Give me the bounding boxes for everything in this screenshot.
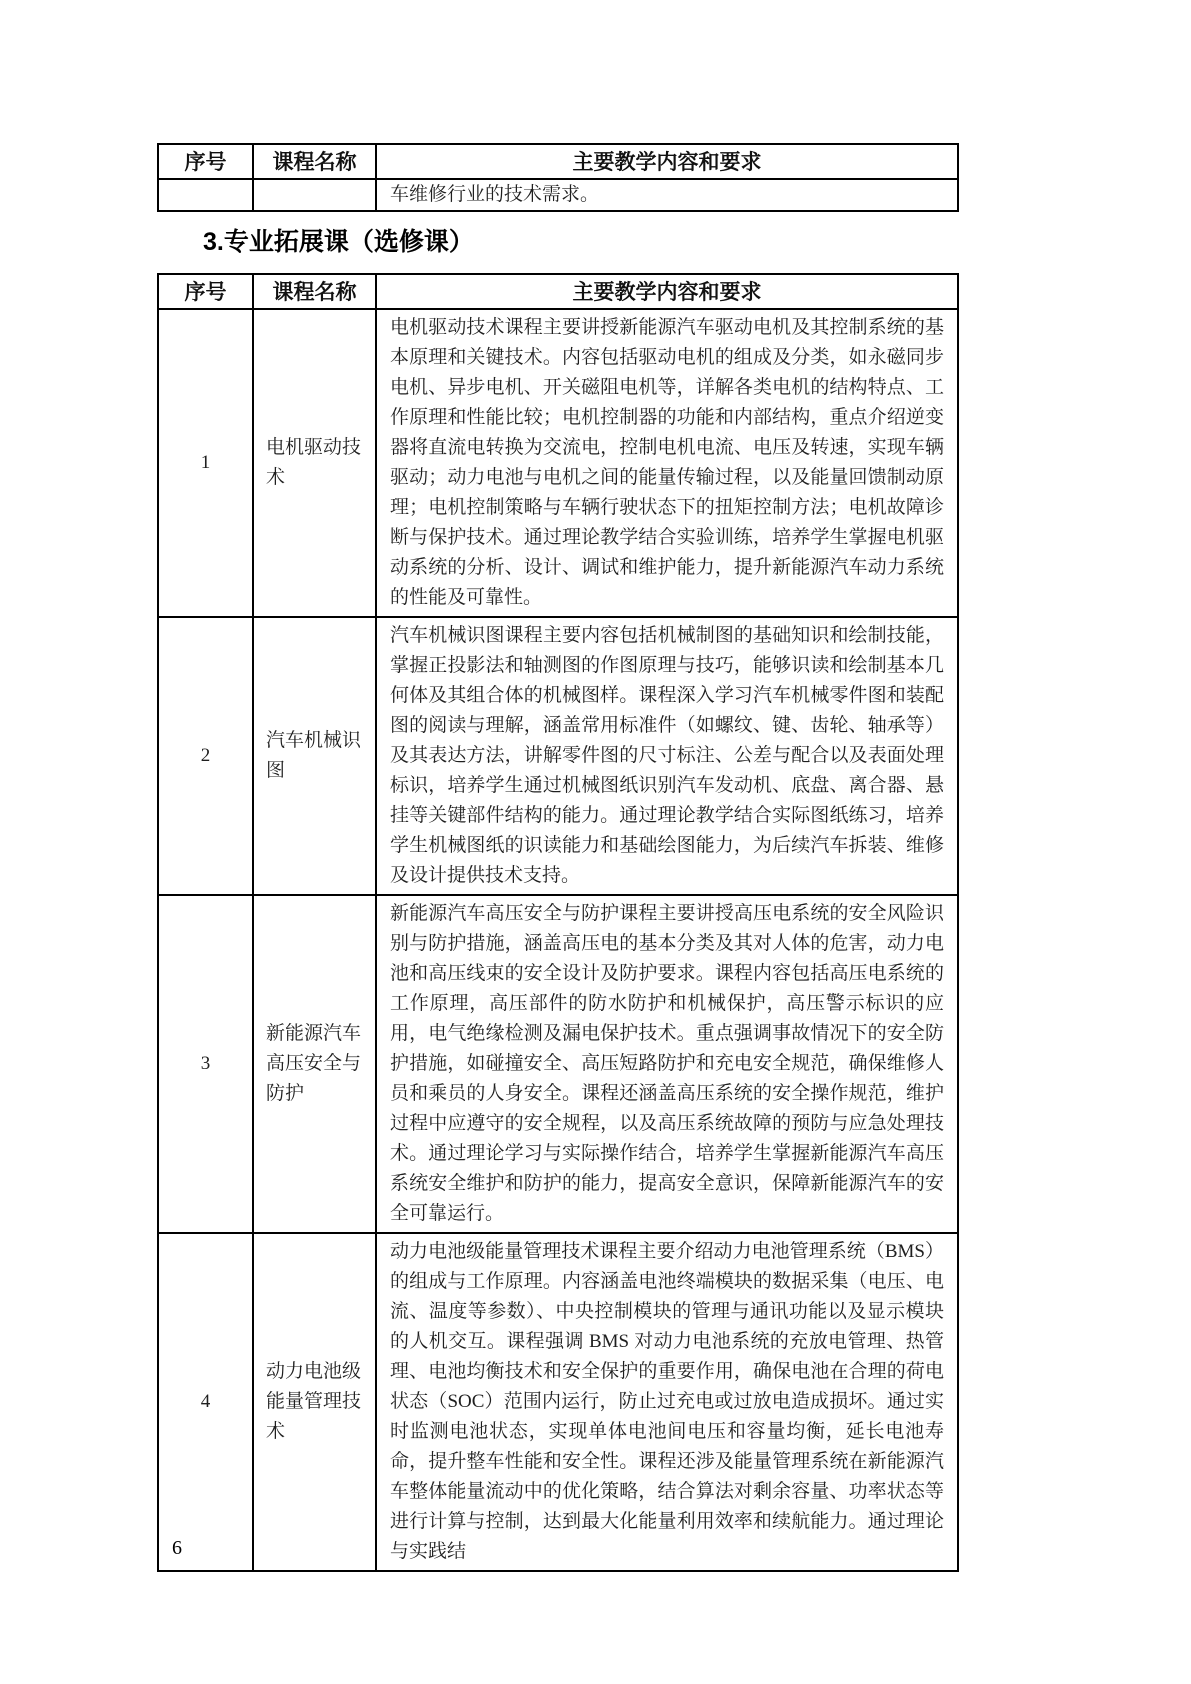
row-number-cell: 4 bbox=[158, 1233, 253, 1571]
course-content-cell: 电机驱动技术课程主要讲授新能源汽车驱动电机及其控制系统的基本原理和关键技术。内容包括驱动电机的组成及分类，如永磁同步电机、异步电机、开关磁阻电机等，详解各类电机的结构特点、工作原理和性能比较；电机控制器的功能和内部结构，重点介绍逆变器将直流电转换为交流电，控制电机电流、电压及转速，实现车辆驱动；动力电池与电机之间的能量传输过程，以及能量回馈制动原理；电机控制策略与车辆行驶状态下的扭矩控制方法；电机故障诊断与保护技术。通过理论教学结合实验训练，培养学生掌握电机驱动系统的分析、设计、调试和维护能力，提升新能源汽车动力系统的性能及可靠性。 bbox=[376, 309, 958, 617]
continuation-table bbox=[157, 143, 959, 212]
table-row-course-4 bbox=[158, 1233, 958, 1571]
table-row bbox=[158, 179, 958, 211]
elective-courses-table bbox=[157, 273, 959, 1572]
header-cell-main-content: 主要教学内容和要求 bbox=[376, 274, 958, 309]
elective-table-header-row bbox=[158, 274, 958, 309]
page-number: 6 bbox=[172, 1537, 182, 1559]
course-content-cell: 车维修行业的技术需求。 bbox=[376, 179, 958, 211]
row-number-cell: 2 bbox=[158, 617, 253, 895]
course-name-cell bbox=[253, 179, 376, 211]
section-heading: 3.专业拓展课（选修课） bbox=[203, 228, 474, 256]
header-cell-seq: 序号 bbox=[158, 144, 253, 179]
course-name-cell: 新能源汽车高压安全与防护 bbox=[253, 895, 376, 1233]
course-name-cell: 汽车机械识图 bbox=[253, 617, 376, 895]
row-number-cell: 3 bbox=[158, 895, 253, 1233]
header-cell-main-content: 主要教学内容和要求 bbox=[376, 144, 958, 179]
header-cell-course-name: 课程名称 bbox=[253, 144, 376, 179]
course-name-cell: 电机驱动技术 bbox=[253, 309, 376, 617]
table-row-course-2 bbox=[158, 617, 958, 895]
header-cell-seq: 序号 bbox=[158, 274, 253, 309]
course-content-cell: 汽车机械识图课程主要内容包括机械制图的基础知识和绘制技能，掌握正投影法和轴测图的作图原理与技巧，能够识读和绘制基本几何体及其组合体的机械图样。课程深入学习汽车机械零件图和装配图的阅读与理解，涵盖常用标准件（如螺纹、键、齿轮、轴承等）及其表达方法，讲解零件图的尺寸标注、公差与配合以及表面处理标识，培养学生通过机械图纸识别汽车发动机、底盘、离合器、悬挂等关键部件结构的能力。通过理论教学结合实际图纸练习，培养学生机械图纸的识读能力和基础绘图能力，为后续汽车拆装、维修及设计提供技术支持。 bbox=[376, 617, 958, 895]
row-number-cell bbox=[158, 179, 253, 211]
document-content bbox=[157, 143, 959, 1572]
continuation-table-header-row bbox=[158, 144, 958, 179]
course-content-cell: 动力电池级能量管理技术课程主要介绍动力电池管理系统（BMS）的组成与工作原理。内容涵盖电池终端模块的数据采集（电压、电流、温度等参数）、中央控制模块的管理与通讯功能以及显示模块的人机交互。课程强调 BMS 对动力电池系统的充放电管理、热管理、电池均衡技术和安全保护的重要作用，确保电池在合理的荷电状态（SOC）范围内运行，防止过充电或过放电造成损坏。通过实时监测电池状态，实现单体电池间电压和容量均衡，延长电池寿命，提升整车性能和安全性。课程还涉及能量管理系统在新能源汽车整体能量流动中的优化策略，结合算法对剩余容量、功率状态等进行计算与控制，达到最大化能量利用效率和续航能力。通过理论与实践结 bbox=[376, 1233, 958, 1571]
course-name-cell: 动力电池级能量管理技术 bbox=[253, 1233, 376, 1571]
course-content-cell: 新能源汽车高压安全与防护课程主要讲授高压电系统的安全风险识别与防护措施，涵盖高压电的基本分类及其对人体的危害，动力电池和高压线束的安全设计及防护要求。课程内容包括高压电系统的工作原理，高压部件的防水防护和机械保护，高压警示标识的应用，电气绝缘检测及漏电保护技术。重点强调事故情况下的安全防护措施，如碰撞安全、高压短路防护和充电安全规范，确保维修人员和乘员的人身安全。课程还涵盖高压系统的安全操作规范，维护过程中应遵守的安全规程，以及高压系统故障的预防与应急处理技术。通过理论学习与实际操作结合，培养学生掌握新能源汽车高压系统安全维护和防护的能力，提高安全意识，保障新能源汽车的安全可靠运行。 bbox=[376, 895, 958, 1233]
table-row-course-1 bbox=[158, 309, 958, 617]
row-number-cell: 1 bbox=[158, 309, 253, 617]
table-row-course-3 bbox=[158, 895, 958, 1233]
header-cell-course-name: 课程名称 bbox=[253, 274, 376, 309]
